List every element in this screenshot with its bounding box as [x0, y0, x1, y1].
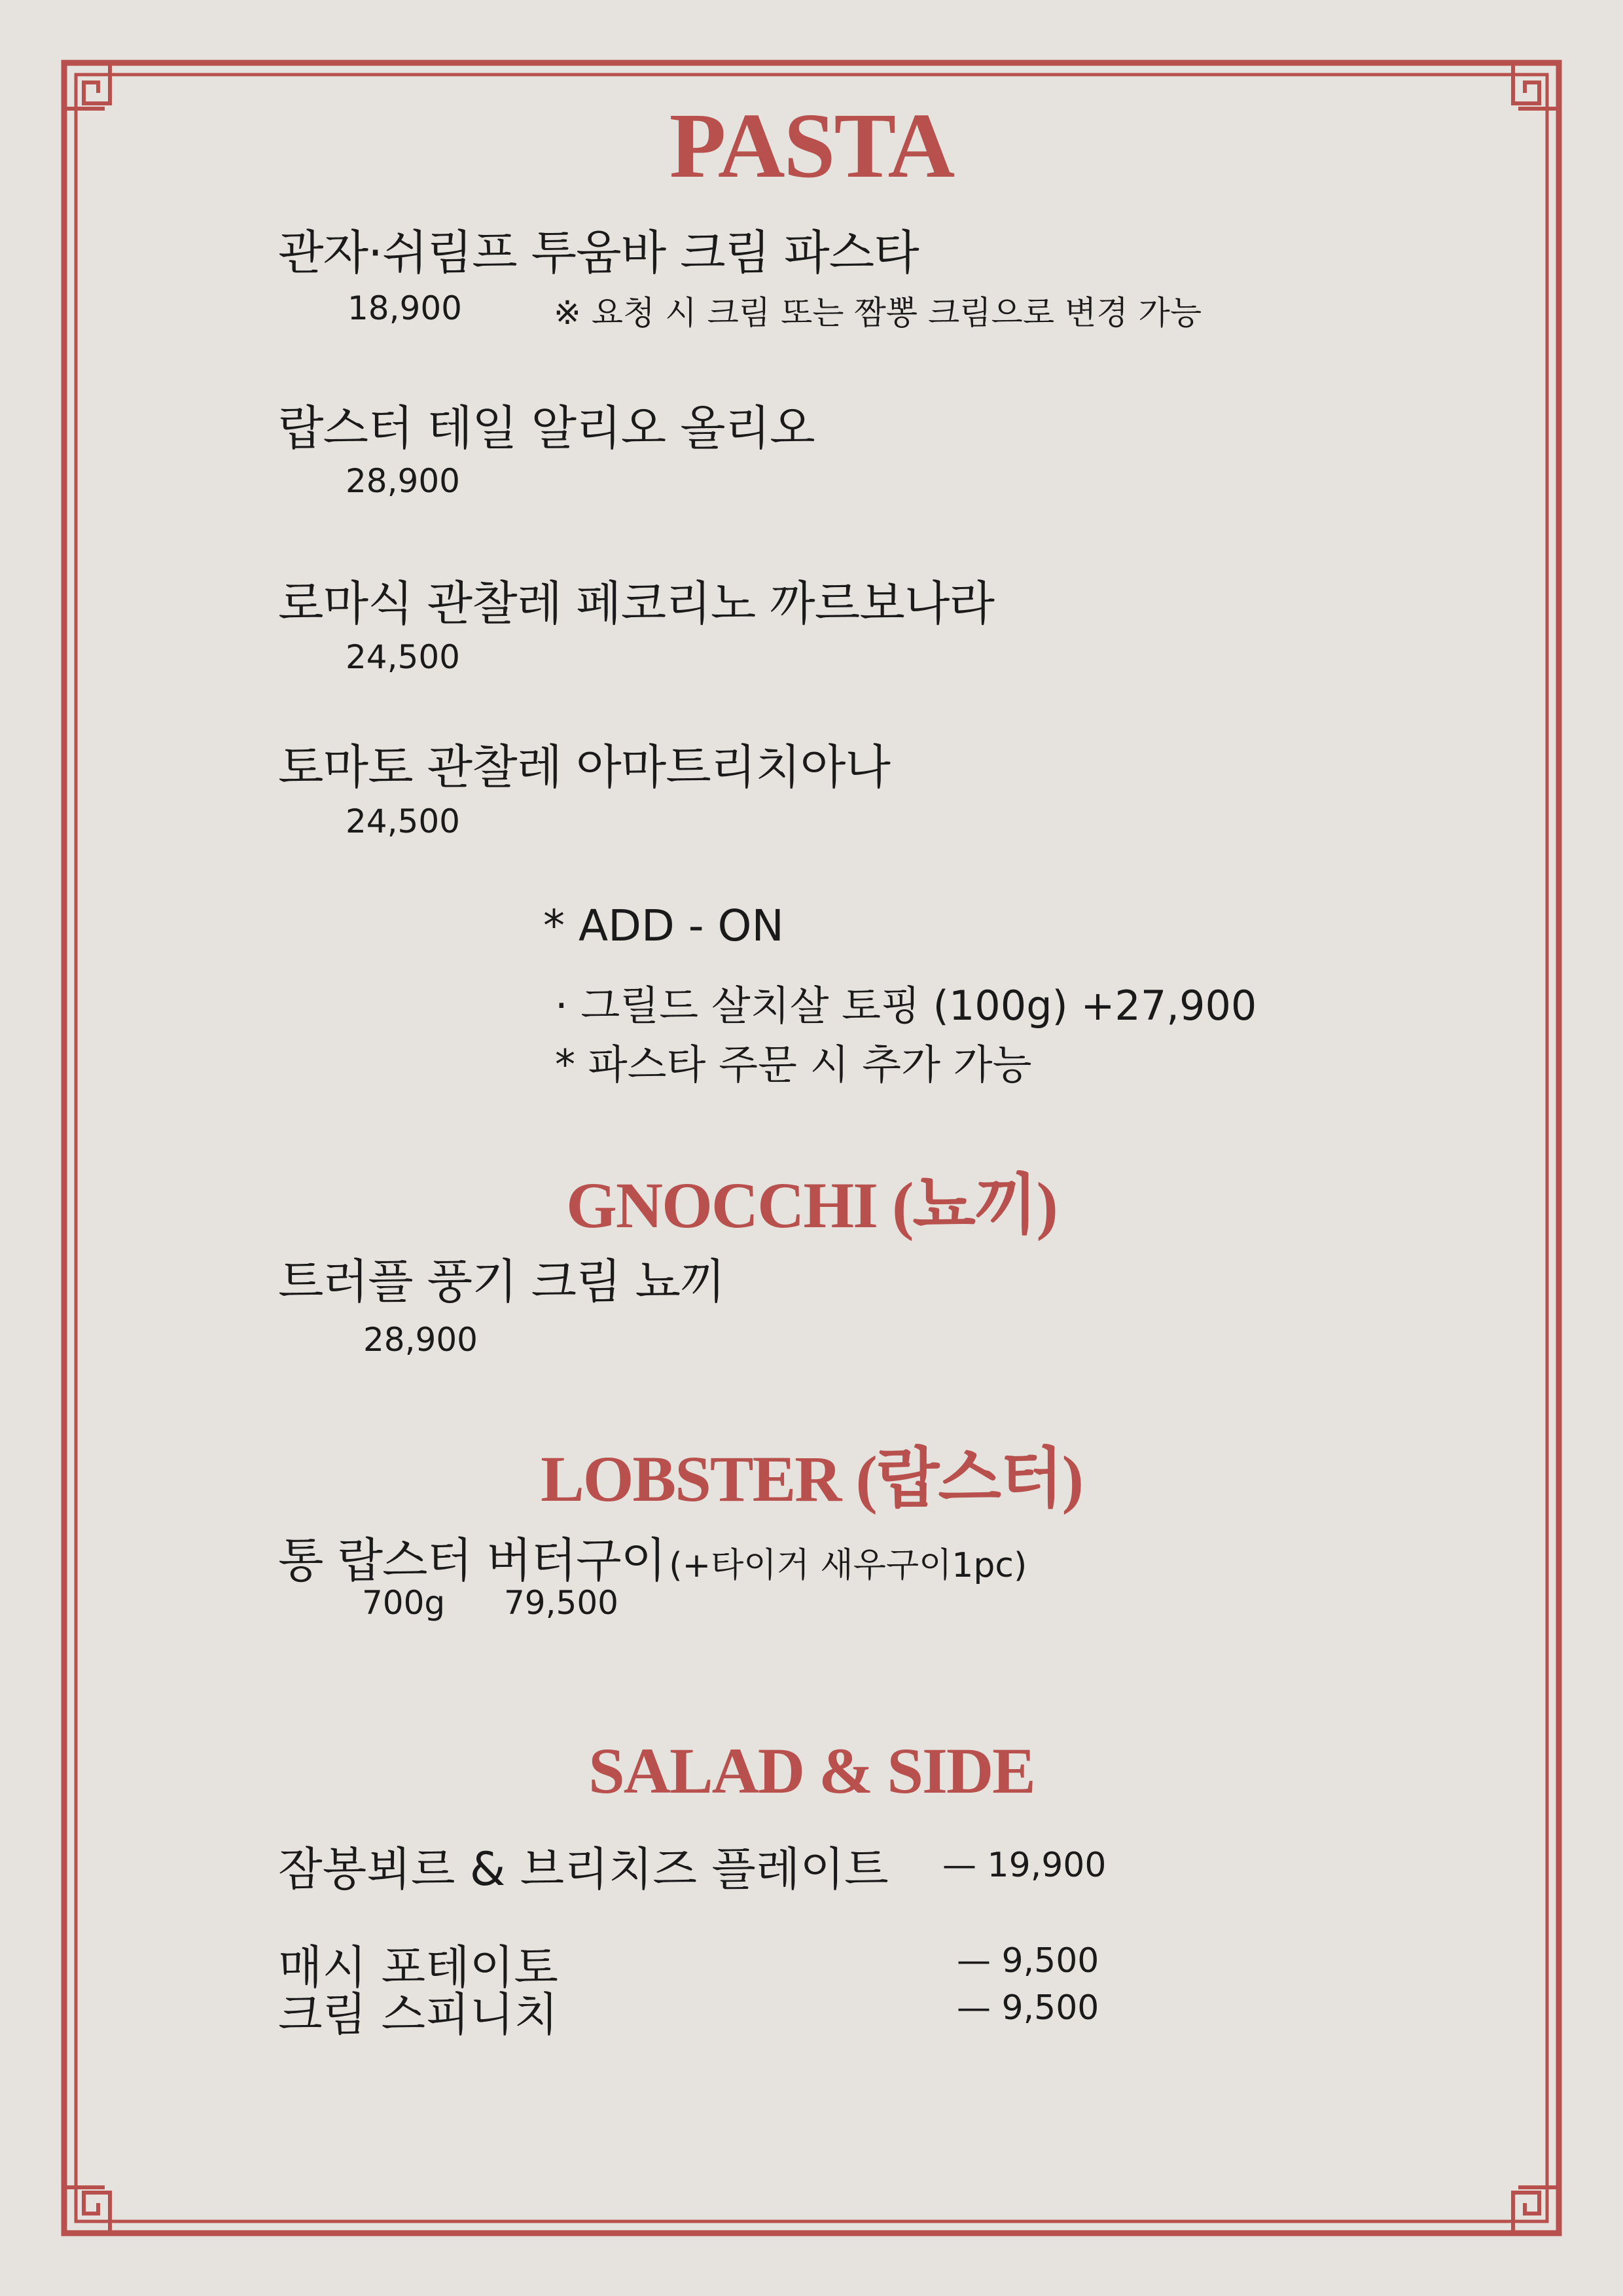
pasta-item-1-name: 관자·쉬림프 투움바 크림 파스타: [278, 225, 919, 280]
pasta-section-title: PASTA: [669, 94, 954, 197]
pasta-item-4-price: 24,500: [346, 802, 460, 840]
addon-title: * ADD - ON: [543, 901, 784, 951]
salad-item-3-price: — 9,500: [957, 1988, 1099, 2028]
gnocchi-item-1-name: 트러플 풍기 크림 뇨끼: [278, 1254, 725, 1309]
addon-line-note: * 파스타 주문 시 추가 가능: [555, 1041, 1032, 1088]
salad-item-2-price: — 9,500: [957, 1941, 1099, 1981]
gnocchi-item-1-price: 28,900: [363, 1321, 478, 1359]
pasta-item-2-price: 28,900: [346, 462, 460, 500]
pasta-item-3-price: 24,500: [346, 638, 460, 676]
salad-section-title: SALAD & SIDE: [588, 1734, 1035, 1807]
lobster-item-1: [278, 1522, 1027, 1590]
gnocchi-section-title: GNOCCHI (뇨끼): [566, 1169, 1057, 1242]
lobster-item-1-name: 통 랍스터 버터구이: [278, 1533, 666, 1588]
pasta-item-4-name: 토마토 관찰레 아마트리치아나: [278, 740, 890, 795]
salad-item-1-name: 잠봉뵈르 & 브리치즈 플레이트: [278, 1842, 889, 1896]
salad-item-3-name: 크림 스피니치: [278, 1988, 558, 2041]
pasta-item-1-price: 18,900: [348, 289, 462, 327]
pasta-item-2-name: 랍스터 테일 알리오 올리오: [278, 401, 815, 456]
lobster-item-1-sub: (+타이거 새우구이1pc): [669, 1546, 1027, 1585]
lobster-item-1-weight: 700g: [362, 1584, 446, 1622]
pasta-item-1-note: ※ 요청 시 크림 또는 짬뽕 크림으로 변경 가능: [554, 294, 1202, 332]
addon-line-topping: · 그릴드 살치살 토핑 (100g) +27,900: [555, 982, 1257, 1030]
pasta-item-3-name: 로마식 관찰레 페코리노 까르보나라: [278, 576, 994, 631]
lobster-item-1-price: 79,500: [504, 1584, 618, 1622]
salad-item-2-name: 매시 포테이토: [278, 1941, 558, 1994]
lobster-section-title: LOBSTER (랍스터): [541, 1443, 1082, 1515]
salad-item-1-price: — 19,900: [942, 1846, 1107, 1885]
